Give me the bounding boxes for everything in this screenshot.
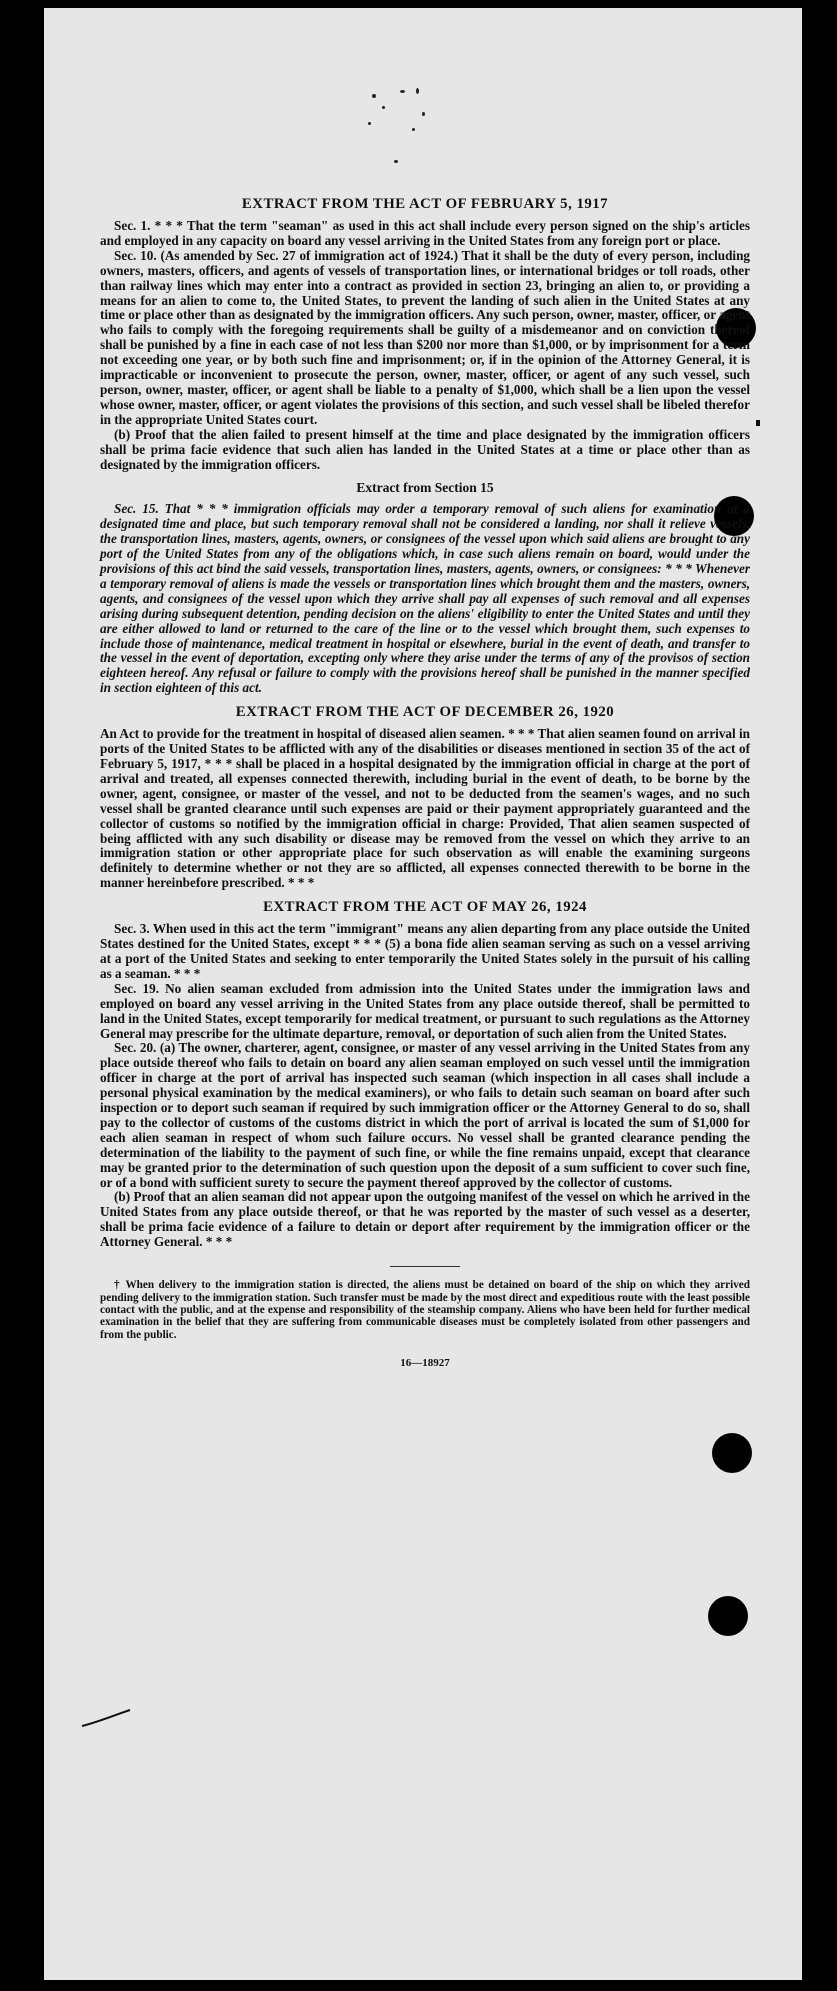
punch-hole <box>708 1596 748 1636</box>
section-heading: EXTRACT FROM THE ACT OF MAY 26, 1924 <box>263 899 587 916</box>
pen-mark <box>80 1708 132 1730</box>
divider <box>390 1266 460 1267</box>
section-act-1917 <box>100 196 750 472</box>
paragraph: Sec. 10. (As amended by Sec. 27 of immigration act of 1924.) That it shall be the duty of every person, including owners, masters, officers, and agents of vessels of transportation lines, or international bridges or toll roads, other than railway lines which may enter into a contract as provided in section 23, bringing an alien to, or providing a means for an alien to come to, the United States, to prevent the landing of such alien in the United States at any time or place other than as designated by the immigration officers. Any such person, owner, master, officer, or agent who fails to comply with the foregoing requirements shall be guilty of a misdemeanor and on conviction thereof shall be punished by a fine in each case of not less than $200 nor more than $1,000, or by imprisonment for a term not exceeding one year, or by both such fine and imprisonment; or, if in the opinion of the Attorney General, it is impracticable or inconvenient to prosecute the person, owner, master, officer, or agent of any such vessel, such person, owner, master, officer, or agent shall be liable to a penalty of $1,000, which shall be a lien upon the vessel whose owner, master, officer, or agent violates the provisions of this section, and such vessel shall be libeled therefor in the appropriate United States court. <box>100 247 750 427</box>
edge-mark <box>756 420 760 426</box>
paragraph: (b) Proof that the alien failed to present himself at the time and place designated by the immigration officers shall be prima facie evidence that such alien has landed in the United States at a time or place other than as designated by the immigration officers. <box>100 426 750 472</box>
paragraph: Sec. 3. When used in this act the term "immigrant" means any alien departing from any place outside the United States destined for the United States, except * * * (5) a bona fide alien seaman serving as such on a vessel arriving at a port of the United States and seeking to enter temporarily the United States solely in the pursuit of his calling as a seaman. * * * <box>100 921 750 981</box>
section-extract-15 <box>100 480 750 696</box>
document-body <box>100 196 750 1369</box>
paragraph: Sec. 20. (a) The owner, charterer, agent, consignee, or master of any vessel arriving in the United States from any place outside thereof who fails to detain on board any alien seaman employed on such vessel until the immigration officer in charge at the port of arrival has inspected such seaman (which inspection in all cases shall include a personal physical examination by the medical examiners), or who fails to detain such seaman on board after such inspection or to deport such seaman if required by such immigration officer or the Attorney General to do so, shall pay to the collector of customs of the customs district in which the port of arrival is located the sum of $1,000 for each alien seaman in respect of whom such failure occurs. No vessel shall be granted clearance pending the determination of the liability to the payment of such fine, or while the fine remains unpaid, except that clearance may be granted prior to the determination of such question upon the deposit of a sum sufficient to cover such fine, or of a bond with sufficient surety to secure the payment thereof approved by the collector of customs. <box>100 1040 750 1190</box>
paragraph: Sec. 19. No alien seaman excluded from admission into the United States under the immigration laws and employed on board any vessel arriving in the United States from any place outside thereof, shall be permitted to land in the United States, except temporarily for medical treatment, or pursuant to such regulations as the Attorney General may prescribe for the ultimate departure, removal, or deportation of such alien from the United States. <box>100 980 750 1041</box>
scan-specks <box>364 88 524 178</box>
section-subheading: Extract from Section 15 <box>356 480 494 496</box>
paragraph: (b) Proof that an alien seaman did not appear upon the outgoing manifest of the vessel on which he arrived in the United States from any place outside thereof, or that he was reported by the master of such vessel as a deserter, shall be prima facie evidence of a failure to detain or deport after requirement by the immigration officer or the Attorney General. * * * <box>100 1189 750 1250</box>
section-act-1924 <box>100 899 750 1250</box>
form-number: 16—18927 <box>400 1357 450 1370</box>
paragraph: Sec. 1. * * * That the term "seaman" as used in this act shall include every person signed on the ship's articles and employed in any capacity on board any vessel arriving in the United States from any foreign port or place. <box>100 218 750 248</box>
footnote: † When delivery to the immigration station is directed, the aliens must be detained on board of the ship on which they arrived pending delivery to the immigration station. Such transfer must be made by the most direct and expeditious route with the least possible contact with the public, and at the expense and responsibility of the steamship company. Aliens who have been held for further medical examination in the belief that they are suffering from communicable diseases must be completely isolated from other passengers and from the public. <box>100 1279 750 1341</box>
section-heading: EXTRACT FROM THE ACT OF DECEMBER 26, 1920 <box>235 704 615 721</box>
scanned-page <box>44 8 802 1980</box>
punch-hole <box>712 1433 752 1473</box>
section-act-1920 <box>100 704 750 891</box>
paragraph: An Act to provide for the treatment in hospital of diseased alien seamen. * * * That alien seamen found on arrival in ports of the United States to be afflicted with any of the disabilities or diseases mentioned in section 35 of the act of February 5, 1917, * * * shall be placed in a hospital designated by the immigration official in charge at the port of arrival and treated, all expenses connected therewith, including burial in the event of death, to be borne by the owner, agent, consignee, or master of the vessel, and not to be deducted from the seamen's wages, and no such vessel shall be granted clearance until such expenses are paid or their payment appropriately guaranteed and the collector of customs so notified by the immigration official in charge: Provided, That alien seamen suspected of being afflicted with any such disability or disease may be removed from the vessel on which they arrive to an immigration station or other appropriate place for such observation as will enable the examining surgeons definitely to determine whether or not they are so afflicted, all expenses connected therewith to be borne in the manner hereinbefore prescribed. * * * <box>100 726 750 891</box>
section-heading: EXTRACT FROM THE ACT OF FEBRUARY 5, 1917 <box>241 196 609 212</box>
paragraph: Sec. 15. That * * * immigration officials may order a temporary removal of such aliens for examination at a designated time and place, but such temporary removal shall not be considered a landing, nor shall it relieve vessels, the transportation lines, masters, agents, owners, or consignees of the vessel upon which said aliens are brought to any port of the United States from any of the obligations which, in case such aliens remain on board, would under the provisions of this act bind the said vessels, transportation lines, masters, agents, owners, or consignees: * * * Whenever a temporary removal of aliens is made the vessels or transportation lines which brought them and the masters, owners, agents, and consignees of the vessel upon which they arrive shall pay all expenses of such removal and all expenses arising during subsequent detention, pending decision on the aliens' eligibility to enter the United States and until they are either allowed to land or returned to the care of the line or to the vessel which brought them, such expenses to include those of maintenance, medical treatment in hospital or elsewhere, burial in the event of death, and transfer to the vessel in the event of deportation, excepting only where they arise under the terms of any of the provisos of section eighteen hereof. Any refusal or failure to comply with the provisions hereof shall be punished in the manner specified in section eighteen of this act. <box>100 501 750 696</box>
